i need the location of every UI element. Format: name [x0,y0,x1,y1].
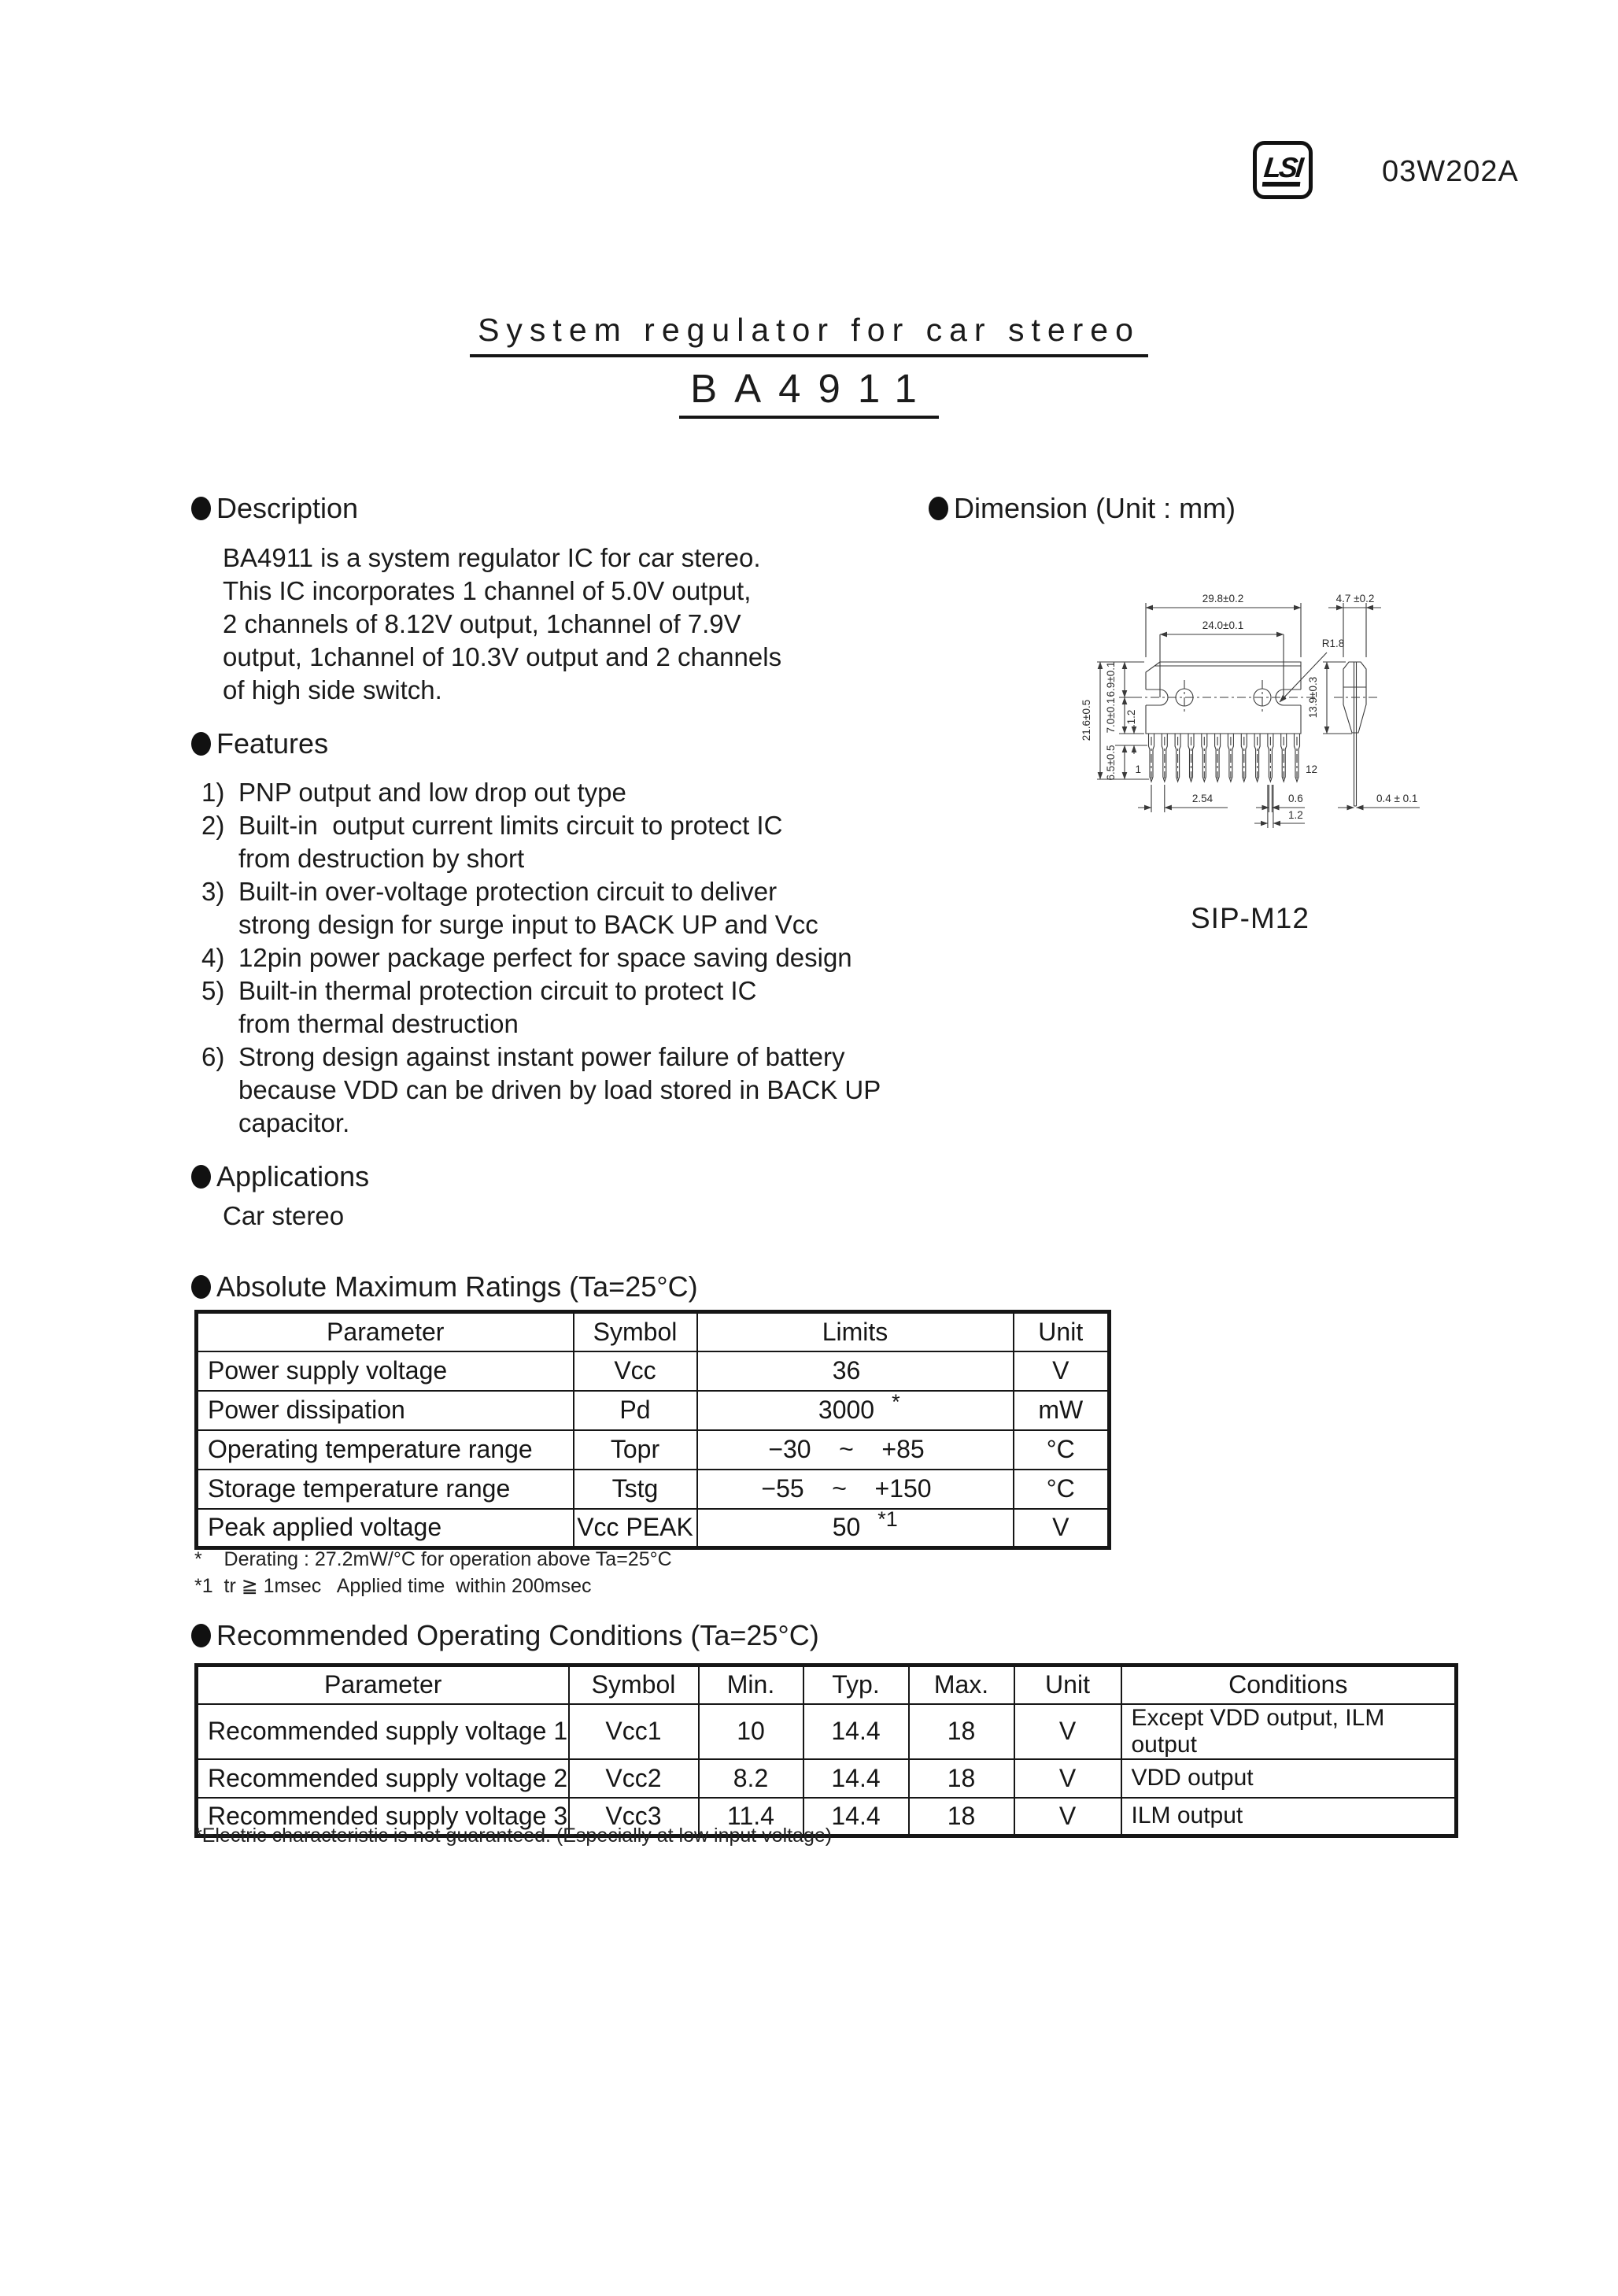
bullet-icon [191,1275,211,1299]
feature-item: 3) Built-in over-voltage protection circuit to deliver strong design for surge input to BACK UP and Vcc [201,877,818,939]
dim-height-chain [1105,662,1147,781]
table-row: Storage temperature range Tstg −55 ~ +150 °C [197,1470,1110,1509]
svg-text:R1.8: R1.8 [1321,638,1345,649]
bullet-icon [191,1624,211,1647]
svg-text:24.0±0.1: 24.0±0.1 [1202,619,1244,631]
table-header-row: Parameter Symbol Limits Unit [197,1312,1110,1351]
table-row: Power supply voltage Vcc 36 V [197,1351,1110,1391]
features-heading: Features [191,727,328,760]
dim-notch-pitch [1160,619,1284,697]
feature-item: 6) Strong design against instant power failure of battery because VDD can be driven by load stored in BACK UP capacitor. [201,1042,881,1137]
description-body: BA4911 is a system regulator IC for car stereo. This IC incorporates 1 channel of 5.0V output, 2 channels of 8.12V output, 1channel of 7.9V output, 1channel of 10.3V output and 2 channels of high side switch. [223,543,782,704]
page-title: System regulator for car stereo [470,312,1148,357]
part-number: BA4911 [679,365,939,419]
dim-lead-width-narrow [1256,785,1305,812]
table-row: Power dissipation Pd 3000 * mW [197,1391,1110,1430]
svg-text:1.2: 1.2 [1125,709,1137,725]
applications-heading: Applications [191,1160,369,1193]
package-front-view [1133,662,1316,734]
feature-item: 4) 12pin power package perfect for space saving design [201,943,852,972]
feature-item: 1) PNP output and low drop out type [201,778,626,807]
dim-lead-width-wide [1254,785,1305,828]
table-row: Recommended supply voltage 1 Vcc1 10 14.4 18 V Except VDD output, ILM output [197,1704,1457,1759]
bullet-icon [191,1165,211,1189]
bullet-icon [929,497,948,520]
description-heading: Description [191,492,358,525]
table-row: Peak applied voltage Vcc PEAK 50 *1 V [197,1509,1110,1548]
svg-text:0.6: 0.6 [1288,793,1303,804]
svg-text:6.9±0.1: 6.9±0.1 [1105,661,1117,697]
pin-12-label: 12 [1306,763,1318,775]
dim-side-height [1307,662,1352,734]
svg-text:6.5±0.5: 6.5±0.5 [1105,745,1117,781]
dimension-heading: Dimension (Unit : mm) [929,492,1236,525]
package-name: SIP-M12 [1191,902,1310,934]
svg-text:13.9±0.3: 13.9±0.3 [1307,676,1319,719]
dim-lead-thickness [1338,793,1420,808]
svg-text:4.7 ±0.2: 4.7 ±0.2 [1335,593,1375,605]
rec-op-heading: Recommended Operating Conditions (Ta=25°C) [191,1619,819,1652]
svg-text:7.0±0.1: 7.0±0.1 [1105,697,1117,734]
svg-text:2.54: 2.54 [1191,793,1214,804]
abs-max-footnote-tr: *1 tr ≧ 1msec Applied time within 200msec [194,1575,592,1597]
feature-item: 5) Built-in thermal protection circuit to protect IC from thermal destruction [201,976,757,1038]
table-row: Operating temperature range Topr −30 ~ +85 °C [197,1430,1110,1470]
applications-body: Car stereo [223,1201,345,1230]
abs-max-footnote-derating: * Derating : 27.2mW/°C for operation above Ta=25°C [194,1548,672,1570]
lsi-logo-text: LSI [1262,153,1304,187]
rec-op-table [194,1663,1458,1838]
rec-op-footnote: *Electric characteristic is not guaranteed. (Especially at low input voltage) [194,1825,833,1847]
svg-text:0.4 ± 0.1: 0.4 ± 0.1 [1376,793,1418,804]
feature-item: 2) Built-in output current limits circuit to protect IC from destruction by short [201,811,783,873]
package-pins [1149,734,1300,782]
table-header-row: Parameter Symbol Min. Typ. Max. Unit Conditions [197,1666,1457,1704]
package-dimension-drawing [1078,586,1472,854]
bullet-icon [191,497,211,520]
document-number: 03W202A [1382,155,1519,188]
svg-text:1.2: 1.2 [1288,809,1303,821]
table-row: Recommended supply voltage 2 Vcc2 8.2 14.4 18 V VDD output [197,1759,1457,1798]
pin-1-label: 1 [1135,763,1141,775]
abs-max-table [194,1310,1111,1550]
abs-max-heading: Absolute Maximum Ratings (Ta=25°C) [191,1270,698,1303]
lsi-logo [1253,141,1313,199]
title-block [0,312,1618,419]
svg-text:29.8±0.2: 29.8±0.2 [1202,593,1244,605]
dim-lead-pitch [1138,785,1228,812]
svg-text:21.6±0.5: 21.6±0.5 [1081,699,1092,741]
features-list [201,776,881,1140]
bullet-icon [191,732,211,756]
table-row: Recommended supply voltage 3 Vcc3 11.4 14.4 18 V ILM output [197,1798,1457,1836]
